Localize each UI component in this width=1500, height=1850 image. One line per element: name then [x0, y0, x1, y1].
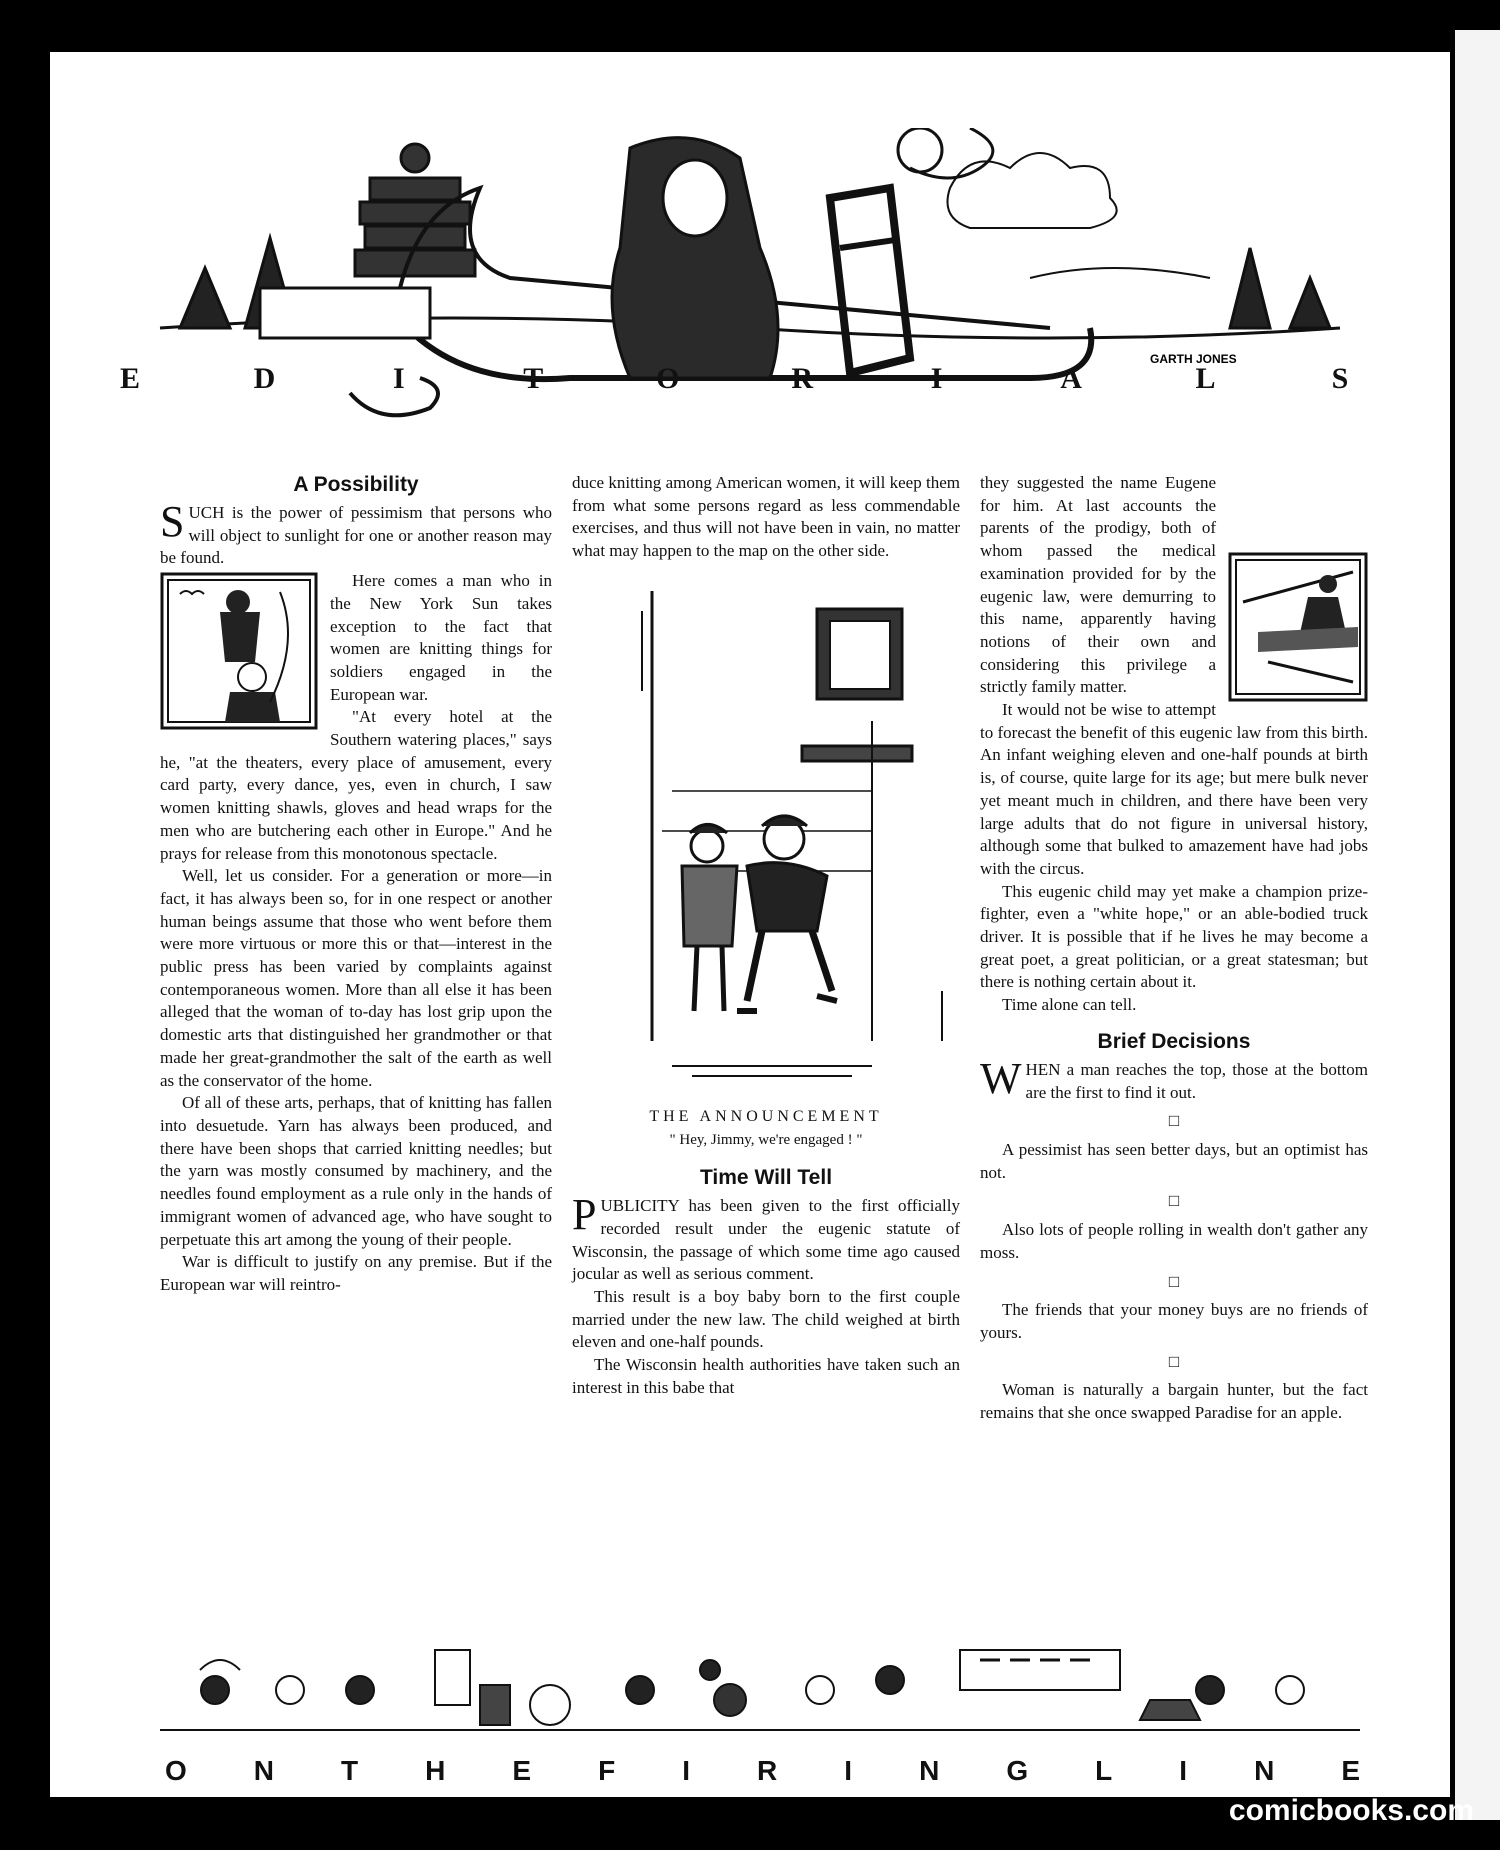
paragraph: This result is a boy baby born to the first couple married under the new law. The child weighed at birth eleven and one-half pounds. — [572, 1287, 960, 1352]
paragraph: PUBLICITY has been given to the first officially recorded result under the eugenic statute of Wisconsin, the passage of which some time ago caused jocular as well as serious comment. — [572, 1190, 960, 1284]
illustration-caption — [572, 1106, 960, 1151]
paragraph: they suggested the name Eugene for him. At last accounts the parents of the prodigy, both of whom passed the medical examination provided for by the eugenic law, were demurring to this name, apparently having notions of their own and considering this privilege a strictly family matter. — [980, 472, 1368, 699]
paragraph: Here comes a man who in the New York Sun takes exception to the fact that women are knitting things for soldiers engaged in the European war. — [330, 571, 552, 704]
heading-brief-decisions: Brief Decisions — [1097, 1029, 1251, 1053]
announcement-illustration — [572, 571, 960, 1106]
drop-cap: W — [980, 1053, 1022, 1103]
paragraph: Time alone can tell. — [1002, 995, 1137, 1015]
caption-title: THE ANNOUNCEMENT — [649, 1107, 883, 1125]
paragraph: duce knitting among American women, it will keep them from what some persons regard as less commendable exercises, and thus will not have been in vain, no matter what may happen to the map on the other side. — [572, 473, 960, 561]
paragraph: It would not be wise to attempt to forecast the benefit of this eugenic law from this birth. An infant weighing eleven and one-half pounds at birth is, of course, quite large for its age; but mere bulk never yet meant much in children, and there have been very large adults that do not figure in universal history, although some that bulked to amazement have had jobs with the circus. — [980, 700, 1368, 878]
knitting-women-illustration — [160, 572, 318, 730]
drop-cap: P — [572, 1190, 597, 1240]
paragraph: Woman is naturally a bargain hunter, but the fact remains that she once swapped Paradise for an apple. — [980, 1380, 1368, 1423]
paragraph: WHEN a man reaches the top, those at the bottom are the first to find it out. — [980, 1053, 1368, 1103]
paragraph: "At every hotel at the Southern watering places," says he, "at the theaters, every place of amusement, every card party, every dance, yes, even in church, I saw women knitting shawls, gloves and head wraps for the men who are butchering each other in Europe." And he prays for release from this monotonous spectacle. — [160, 707, 552, 863]
paragraph: Also lots of people rolling in wealth don't gather any moss. — [980, 1220, 1368, 1262]
woman-rowing-illustration — [1228, 552, 1368, 702]
on-the-firing-line-title: O N T H E F I R I N G L I N E — [165, 1755, 1360, 1786]
paragraph: Well, let us consider. For a generation or more—in fact, it has always been so, for in one respect or another human beings assume that those who went before them were more virtuous or more this or that—interest in the public press has been varied by complaints against contemporaneous women. More than all else it has been alleged that the woman of to-day has lost grip upon the domestic arts that distinguished her grandmother or that made her great-grandmother the salt of the earth as well as the conservator of the home. — [160, 866, 552, 1090]
column-2 — [572, 472, 960, 1400]
editorials-title: E D I T O R I A L S — [119, 362, 1349, 395]
paragraph: War is difficult to justify on any premise. But if the European war will reintro- — [160, 1252, 552, 1294]
paragraph: This eugenic child may yet make a champion prize-fighter, even a "white hope," or an able-bodied truck driver. It is possible that if he lives he may become a great poet, a great politician, or a great statesman; but there is nothing certain about it. — [980, 881, 1368, 992]
column-1 — [160, 472, 552, 1297]
separator-box: □ — [1168, 1191, 1180, 1211]
paragraph: A pessimist has seen better days, but an optimist has not. — [980, 1139, 1368, 1182]
watermark: comicbooks.com — [1228, 1794, 1474, 1827]
paragraph: Of all of these arts, perhaps, that of knitting has fallen into desuetude. Yarn has always been produced, and there have been shops that carried knitting needles; but the yarn was mostly consumed by machinery, and the needles found employment as a rule only in the hands of immigrant women of advanced age, who have sought to perpetuate this art among the young of their people. — [160, 1093, 552, 1249]
paragraph: The friends that your money buys are no friends of yours. — [980, 1300, 1368, 1342]
separator-box: □ — [1168, 1351, 1180, 1371]
heading-time-will-tell: Time Will Tell — [699, 1166, 833, 1190]
separator-box: □ — [1168, 1111, 1180, 1131]
footer-cartoon-strip — [160, 1630, 1360, 1750]
paragraph: The Wisconsin health authorities have taken such an interest in this babe that — [572, 1355, 960, 1397]
caption-quote: " Hey, Jimmy, we're engaged ! " — [669, 1131, 863, 1148]
separator-box: □ — [1168, 1271, 1180, 1291]
adjacent-page-edge — [1455, 30, 1500, 1820]
artist-signature: GARTH JONES — [1150, 352, 1237, 366]
drop-cap: S — [160, 497, 185, 546]
heading-a-possibility: A Possibility — [293, 473, 419, 496]
column-3 — [980, 472, 1368, 1425]
paragraph: SUCH is the power of pessimism that persons who will object to sunlight for one or another reason may be found. — [160, 497, 552, 568]
